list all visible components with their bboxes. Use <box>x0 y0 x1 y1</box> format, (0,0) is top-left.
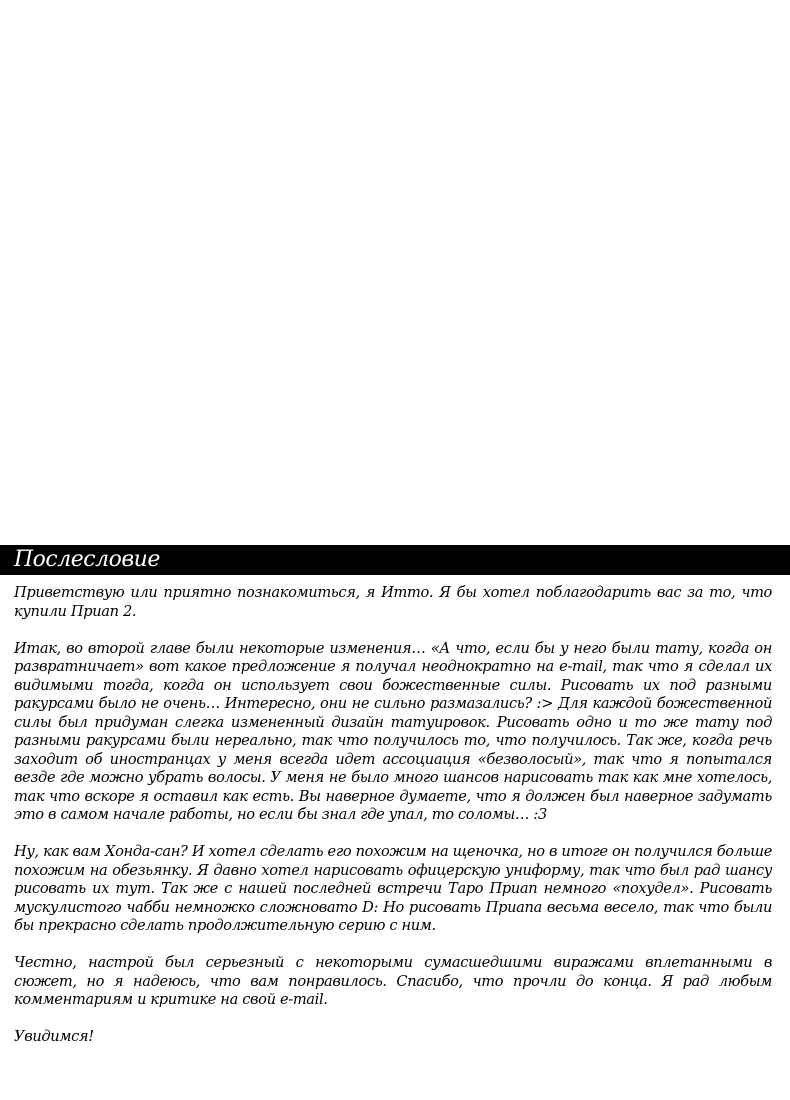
afterword-body <box>0 575 790 1047</box>
paragraph-honda: Ну, как вам Хонда-сан? И хотел сделать его похожим на щеночка, но в итоге он получился больше похожим на обезьянку. Я давно хотел нарисовать офицерскую униформу, так что был рад шансу рисовать их тут. Так же с нашей последней встречи Таро Приап немного «похудел». Рисовать мускулистого чабби немножко сложновато D: Но рисовать Приапа весьма весело, так что были бы прекрасно сделать продолжительную серию с ним. <box>14 843 772 934</box>
paragraph-chapter-changes: Итак, во второй главе были некоторые изменения… «А что, если бы у него были тату, когда он развратничает» вот какое предложение я получал неоднократно на e-mail, так что я сделал их видимыми тогда, когда он использует свои божественные силы. Рисовать их под разными ракурсами было не очень… Интересно, они не сильно размазались? :> Для каждой божественной силы был придуман слегка измененный дизайн татуировок. Рисовать одно и то же тату под разными ракурсами были нереально, так что получилось то, что получилось. Так же, когда речь заходит об иностранцах у меня всегда идет ассоциация «безволосый», так что я попытался везде где можно убрать волосы. У меня не было много шансов нарисовать так как мне хотелось, так что вскоре я оставил как есть. Вы наверное думаете, что я должен был наверное задумать это в самом начале работы, но если бы знал где упал, то соломы… :3 <box>14 639 772 823</box>
paragraph-farewell: Увидимся! <box>14 1028 94 1045</box>
afterword-title: Послесловие <box>14 547 160 572</box>
paragraph-greeting: Приветствую или приятно познакомиться, я Итто. Я бы хотел поблагодарить вас за то, что купили Приап 2. <box>14 584 772 620</box>
paragraph-thanks: Честно, настрой был серьезный с некоторыми сумасшедшими виражами вплетанными в сюжет, но я надеюсь, что вам понравилось. Спасибо, что прочли до конца. Я рад любым комментариям и критике на свой e-mail. <box>14 954 772 1008</box>
afterword-section <box>0 545 790 1047</box>
afterword-title-bar <box>0 545 790 575</box>
